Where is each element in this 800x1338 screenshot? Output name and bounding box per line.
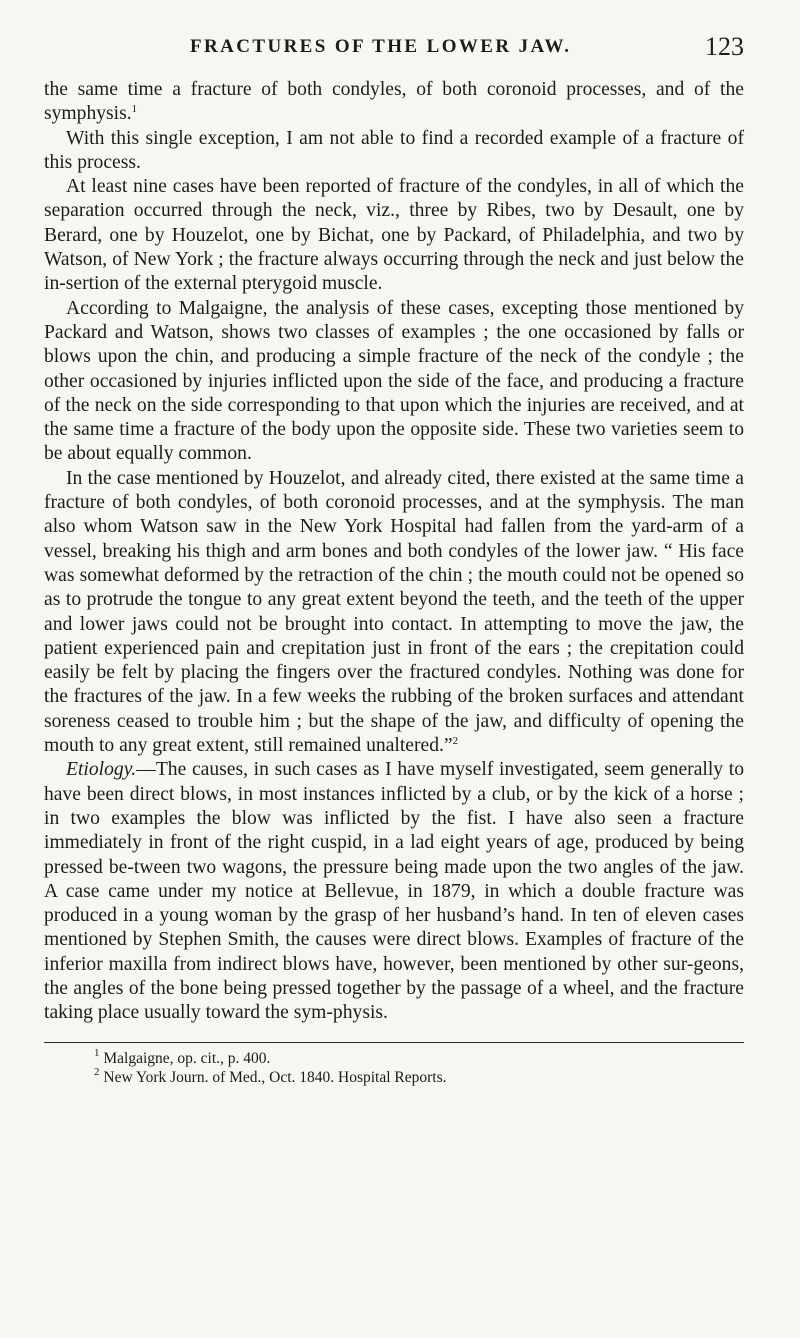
paragraph-etiology: Etiology.—The causes, in such cases as I have myself investigated, seem generally to have been direct blows, in most instances inflicted by a club, or by the kick of a horse ; in two examples the blow was inflicted by the fist. I have also seen a fracture immediately in front of the right cuspid, in a lad eight years of age, produced by being pressed be-tween two wagons, the pressure being made upon the two angles of the jaw. A case came under my notice at Bellevue, in 1879, in which a double fracture was produced in a young woman by the grasp of her husband’s hand. In ten of eleven cases mentioned by Stephen Smith, the causes were direct blows. Examples of fracture of the inferior maxilla from indirect blows have, however, been mentioned by other sur-geons, the angles of the bone being pressed together by the passage of a wheel, and the fracture taking place usually toward the sym-physis. — [44, 759, 744, 1024]
footnote-marker: 2 — [94, 1065, 100, 1078]
footnote-divider — [44, 1042, 744, 1043]
paragraph-continuation: the same time a fracture of both condyles, of both coronoid processes, and of the symphysis.$^1$ — [44, 79, 744, 125]
body-text — [44, 78, 744, 1026]
paragraph-houzelot-case: In the case mentioned by Houzelot, and already cited, there existed at the same time a fracture of both condyles, of both coronoid processes, and at the symphysis. The man also whom Watson saw in the New York Hospital had fallen from the yard-arm of a vessel, breaking his thigh and arm bones and both condyles of the lower jaw. “ His face was somewhat deformed by the retraction of the chin ; the mouth could not be opened so as to protrude the tongue to any great extent beyond the teeth, and the teeth of the upper and lower jaws could not be brought into contact. In attempting to move the jaw, the patient experienced pain and crepitation just in front of the ears ; the crepitation could easily be felt by placing the fingers over the fractured condyles. Nothing was done for the fractures of the jaw. In a few weeks the rubbing of the broken surfaces and attendant soreness ceased to trouble him ; but the shape of the jaw, and difficulty of opening the mouth to any great extent, still remained unaltered.”$^2$ — [44, 467, 744, 757]
paragraph-exception: With this single exception, I am not able to find a recorded example of a fracture of this process. — [44, 127, 744, 173]
footnotes — [44, 1046, 744, 1087]
footnote-marker: 1 — [94, 1046, 100, 1059]
page-number: 123 — [705, 32, 744, 61]
paragraph-malgaigne-analysis: According to Malgaigne, the analysis of these cases, excepting those mentioned by Packard and Watson, shows two classes of examples ; the one occasioned by falls or blows upon the chin, and producing a simple fracture of the neck of the condyle ; the other occasioned by injuries inflicted upon the side of the face, and producing a fracture of the neck on the side corresponding to that upon which the injuries are received, and at the same time a fracture of the body upon the opposite side. These two varieties seem to be about equally common. — [44, 297, 744, 465]
paragraph-condyle-cases: At least nine cases have been reported of fracture of the condyles, in all of which the separation occurred through the neck, viz., three by Ribes, two by Desault, one by Berard, one by Houzelot, one by Bichat, one by Packard, of Philadelphia, and two by Watson, of New York ; the fracture always occurring through the neck and just below the in-sertion of the external pterygoid muscle. — [44, 176, 744, 295]
section-heading-etiology: Etiology. — [66, 759, 137, 781]
footnote-ref-2: 2 — [452, 735, 459, 748]
footnote-2: $^2$ New York Journ. of Med., Oct. 1840. Hospital Reports. — [94, 1065, 447, 1086]
footnote-ref-1: 1 — [131, 103, 138, 116]
footnote-1: $^1$ Malgaigne, op. cit., p. 400. — [94, 1046, 271, 1067]
running-title: FRACTURES OF THE LOWER JAW. — [190, 36, 572, 57]
running-head — [44, 32, 744, 72]
